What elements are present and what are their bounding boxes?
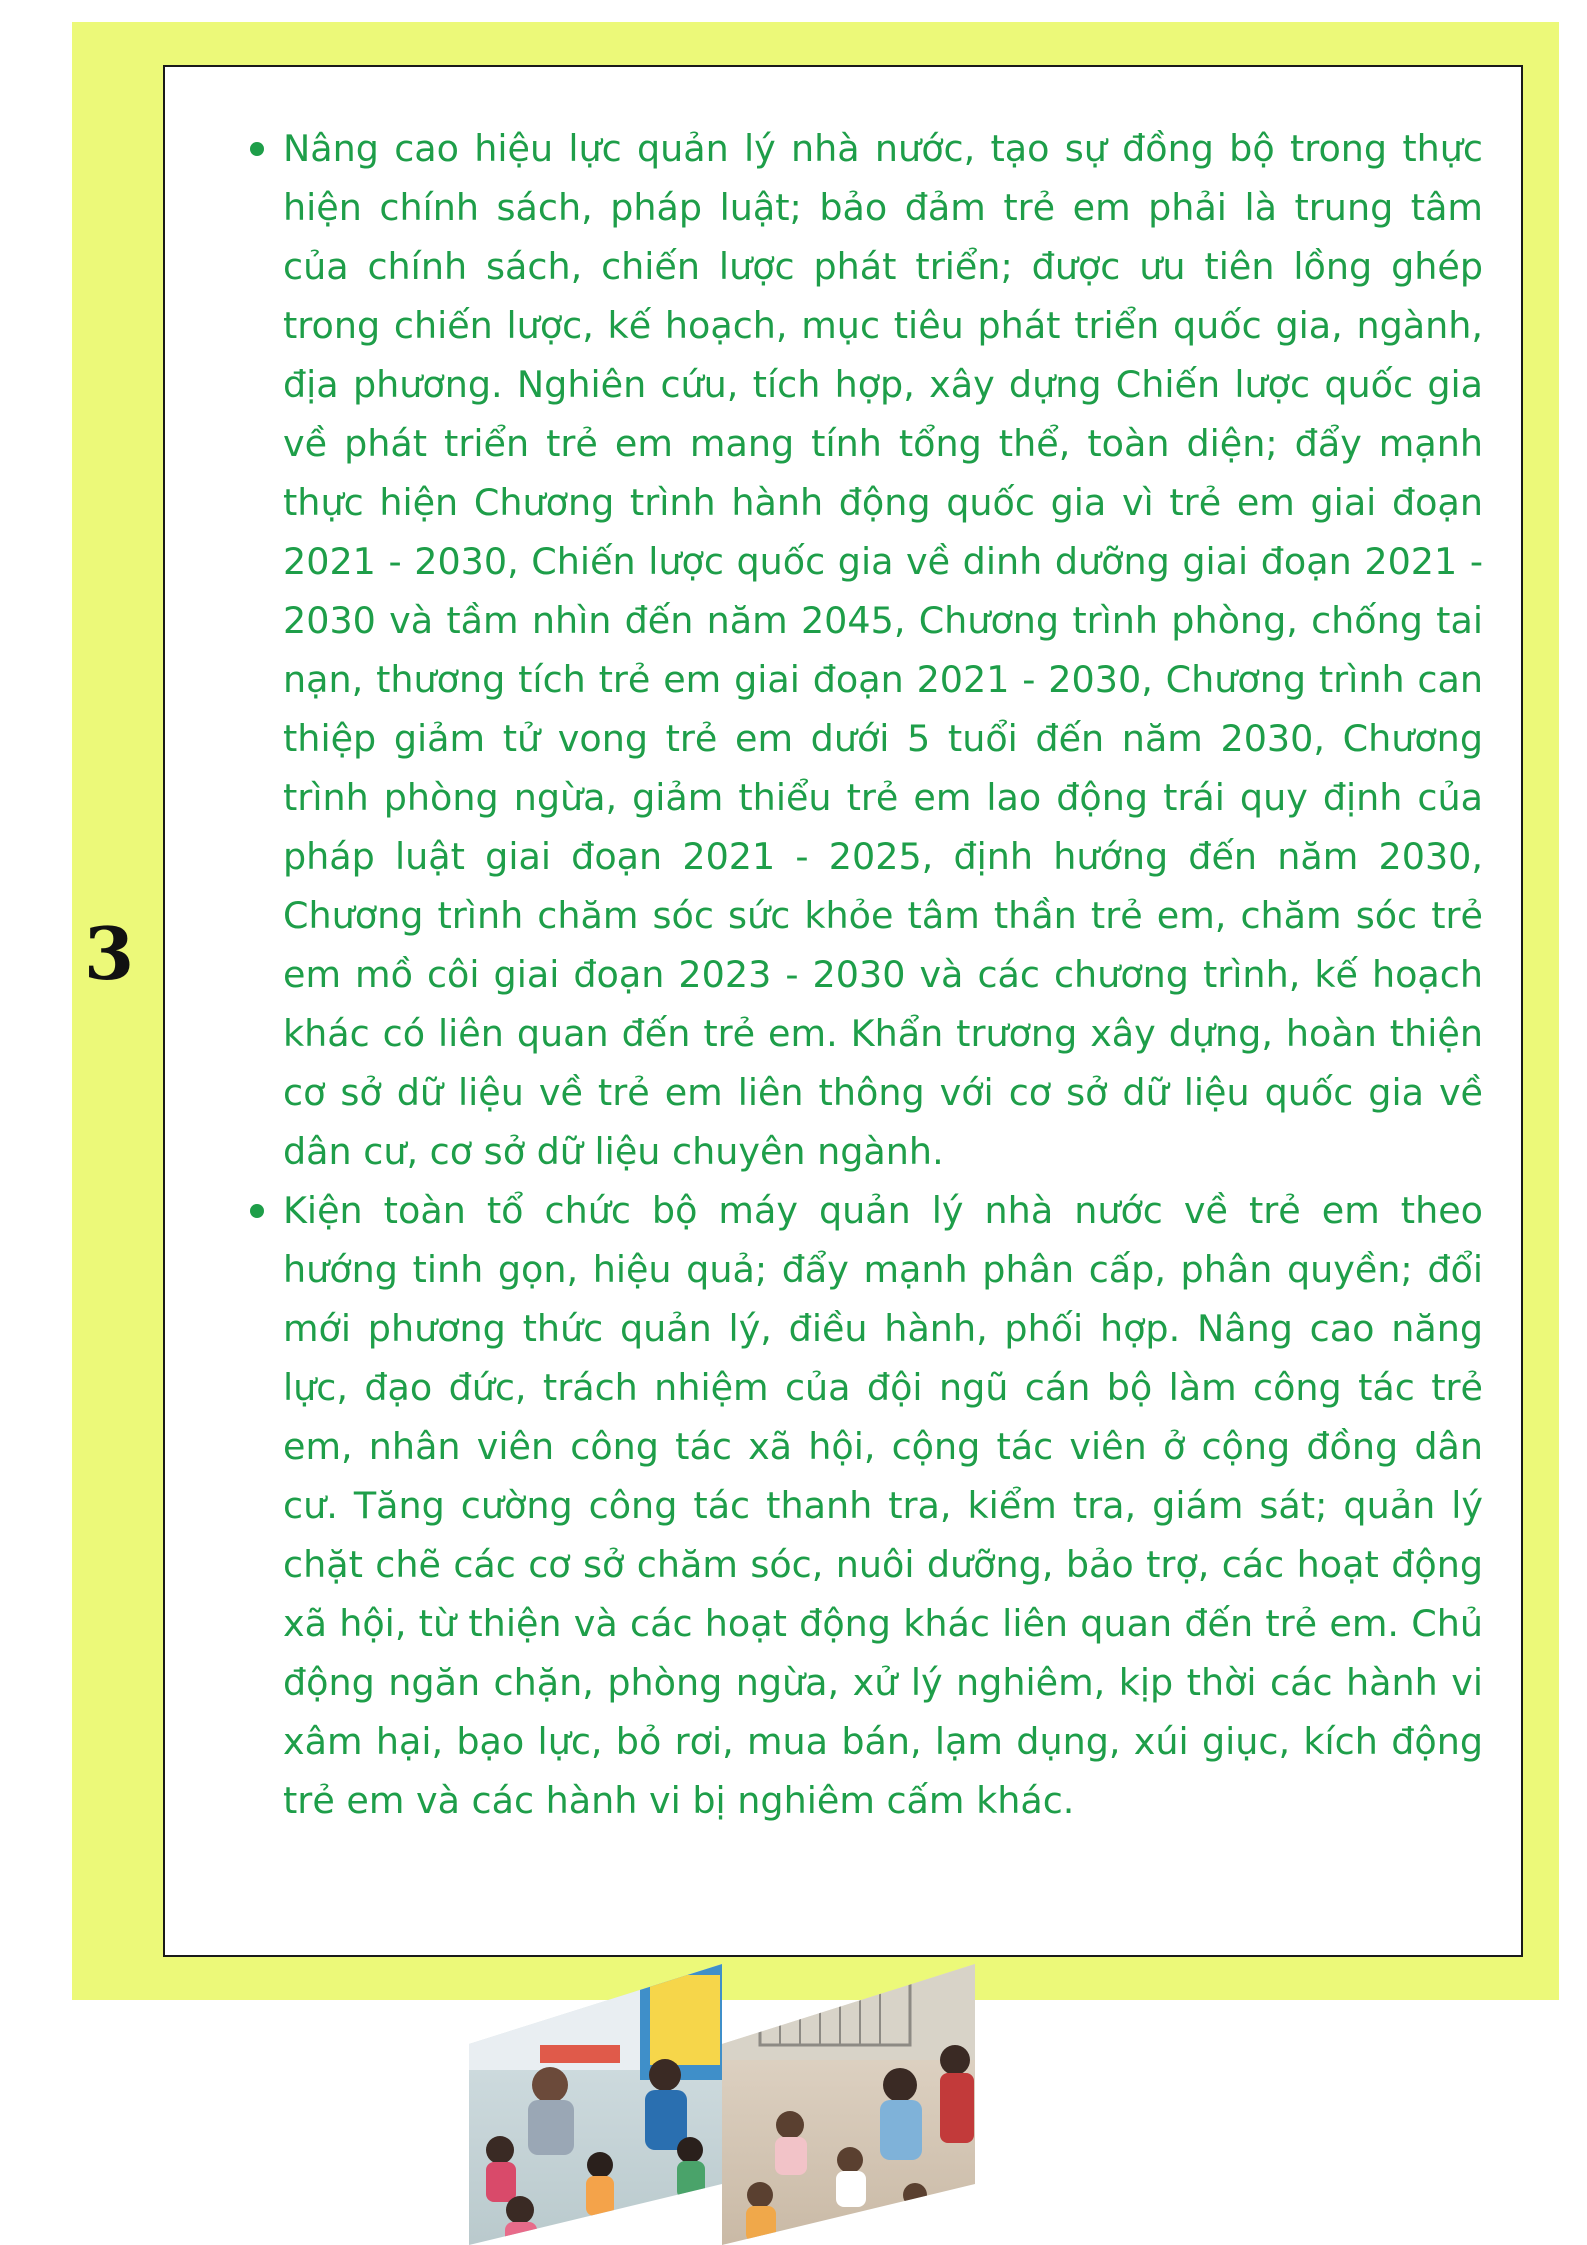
bullet-text-2: Kiện toàn tổ chức bộ máy quản lý nhà nước về trẻ em theo hướng tinh gọn, hiệu quả; đẩy mạnh phân cấp, phân quyền; đổi mới phương thức quản lý, điều hành, phối hợp. Nâng cao năng lực, đạo đức, trách nhiệm của đội ngũ cán bộ làm công tác trẻ em, nhân viên công tác xã hội, cộng tác viên ở cộng đồng dân cư. Tăng cường công tác thanh tra, kiểm tra, giám sát; quản lý chặt chẽ các cơ sở chăm sóc, nuôi dưỡng, bảo trợ, các hoạt động xã hội, từ thiện và các hoạt động khác liên quan đến trẻ em. Chủ động ngăn chặn, phòng ngừa, xử lý nghiêm, kịp thời các hành vi xâm hại, bạo lực, bỏ rơi, mua bán, lạm dụng, xúi giục, kích động trẻ em và các hành vi bị nghiêm cấm khác. [283, 1189, 1483, 1822]
bullet-text-1: Nâng cao hiệu lực quản lý nhà nước, tạo sự đồng bộ trong thực hiện chính sách, pháp luật; bảo đảm trẻ em phải là trung tâm của chính sách, chiến lược phát triển; được ưu tiên lồng ghép trong chiến lược, kế hoạch, mục tiêu phát triển quốc gia, ngành, địa phương. Nghiên cứu, tích hợp, xây dựng Chiến lược quốc gia về phát triển trẻ em mang tính tổng thể, toàn diện; đẩy mạnh thực hiện Chương trình hành động quốc gia vì trẻ em giai đoạn 2021 - 2030, Chiến lược quốc gia về dinh dưỡng giai đoạn 2021 - 2030 và tầm nhìn đến năm 2045, Chương trình phòng, chống tai nạn, thương tích trẻ em giai đoạn 2021 - 2030, Chương trình can thiệp giảm tử vong trẻ em dưới 5 tuổi đến năm 2030, Chương trình phòng ngừa, giảm thiểu trẻ em lao động trái quy định của pháp luật giai đoạn 2021 - 2025, định hướng đến năm 2030, Chương trình chăm sóc sức khỏe tâm thần trẻ em, chăm sóc trẻ em mồ côi giai đoạn 2023 - 2030 và các chương trình, kế hoạch khác có liên quan đến trẻ em. Khẩn trương xây dựng, hoàn thiện cơ sở dữ liệu về trẻ em liên thông với cơ sở dữ liệu quốc gia về dân cư, cơ sở dữ liệu chuyên ngành. [283, 127, 1483, 1173]
section-number: 3 [84, 911, 135, 996]
children-classroom-photo [469, 1960, 730, 2245]
children-care-photo [722, 1960, 982, 2245]
